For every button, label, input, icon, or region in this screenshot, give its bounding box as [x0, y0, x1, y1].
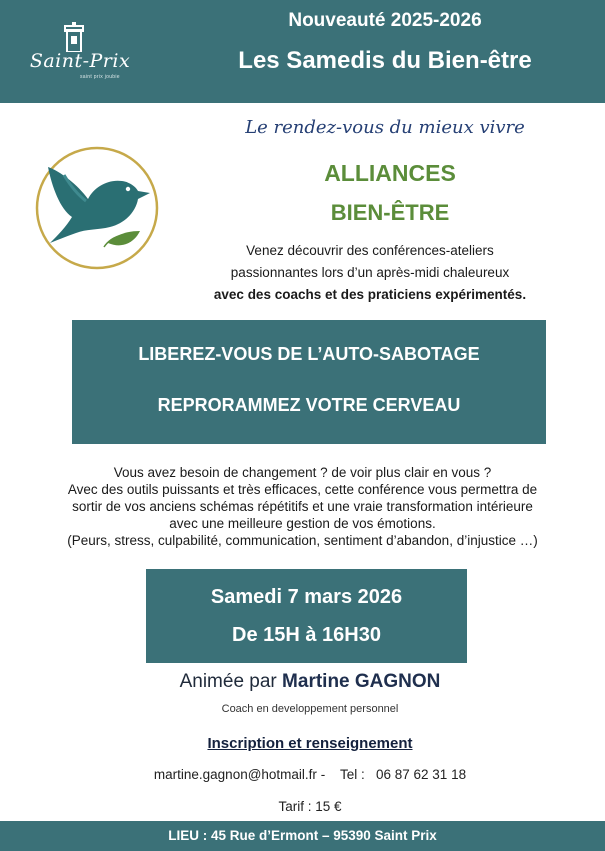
- event-time: De 15H à 16H30: [232, 624, 381, 646]
- dove-icon: [34, 145, 160, 271]
- footer-banner: [0, 821, 605, 851]
- header-title: Les Samedis du Bien-être: [238, 47, 532, 74]
- phone-label: Tel :: [339, 767, 365, 782]
- header-kicker: Nouveauté 2025-2026: [288, 10, 482, 31]
- intro-line-1: Venez découvrir des conférences-ateliers: [246, 243, 494, 258]
- contact-separator: -: [320, 767, 326, 782]
- description-line-4: avec une meilleure gestion de vos émotions.: [169, 516, 436, 531]
- topic-box: [72, 320, 546, 444]
- logo-subtitle: saint prix joubie: [80, 74, 120, 80]
- description-line-3: sortir de vos anciens schémas répétitifs et une vraie transformation intérieure: [72, 499, 533, 514]
- footer-location: LIEU : 45 Rue d’Ermont – 95390 Saint Prix: [168, 828, 437, 843]
- contact-email[interactable]: martine.gagnon@hotmail.fr: [153, 767, 317, 782]
- price: Tarif : 15 €: [278, 799, 342, 814]
- brand-line-1: ALLIANCES: [324, 160, 456, 186]
- intro-line-3: avec des coachs et des praticiens expérimentés.: [213, 287, 527, 302]
- tagline: Le rendez-vous du mieux vivre: [245, 117, 525, 138]
- brand-line-2: BIEN-ÊTRE: [330, 200, 450, 225]
- logo-text: Saint-Prix: [29, 50, 131, 72]
- intro-text: [160, 240, 580, 306]
- topic-line-2: REPRORAMMEZ VOTRE CERVEAU: [157, 395, 461, 415]
- description-line-5: (Peurs, stress, culpabilité, communication, sentiment d’abandon, d’injustice …): [67, 533, 538, 548]
- registration-heading: Inscription et renseignement: [207, 735, 413, 752]
- host-name: Martine GAGNON: [282, 671, 441, 692]
- topic-line-1: LIBEREZ-VOUS DE L’AUTO-SABOTAGE: [138, 344, 480, 364]
- contact-line: [40, 767, 580, 782]
- host-line: [60, 671, 560, 693]
- intro-line-2: passionnantes lors d’un après-midi chaleureux: [230, 265, 510, 280]
- saint-prix-logo: [20, 22, 140, 82]
- description-line-2: Avec des outils puissants et très efficaces, cette conférence vous permettra de: [67, 482, 538, 497]
- host-prefix: Animée par: [179, 671, 277, 692]
- host-role: Coach en developpement personnel: [221, 703, 399, 715]
- tower-icon: [61, 22, 87, 52]
- description: [14, 464, 591, 549]
- event-box: [146, 569, 467, 663]
- contact-phone: 06 87 62 31 18: [376, 767, 467, 782]
- event-date: Samedi 7 mars 2026: [210, 586, 403, 608]
- header-banner: [0, 0, 605, 103]
- description-line-1: Vous avez besoin de changement ? de voir plus clair en vous ?: [113, 465, 492, 480]
